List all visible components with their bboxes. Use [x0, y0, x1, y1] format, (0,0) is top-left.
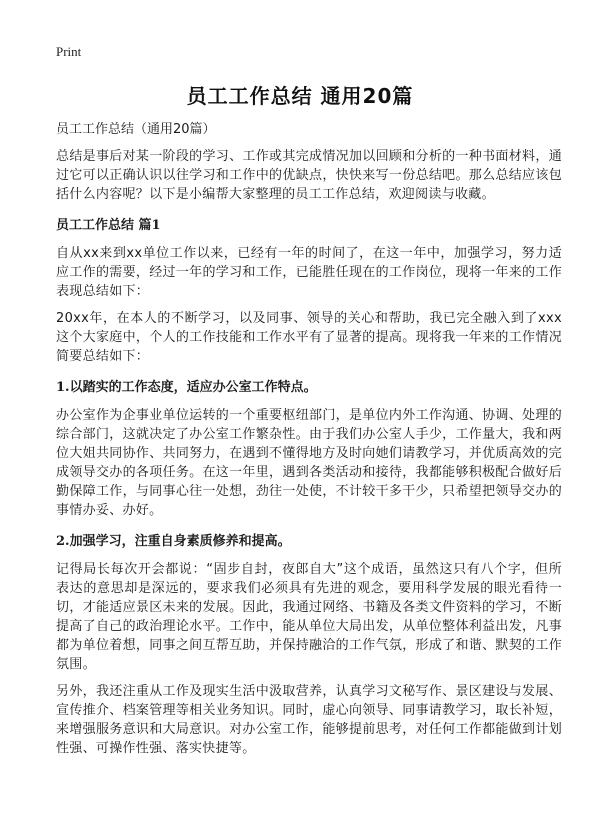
intro-paragraph: 总结是事后对某一阶段的学习、工作或其完成情况加以回顾和分析的一种书面材料，通过它可以正确认识以往学习和工作中的优缺点，快快来写一份总结吧。那么总结应该包括什么内容呢？以下是小编帮大家整理的员工工作总结，欢迎阅读与收藏。 — [56, 149, 562, 202]
paragraph-1: 自从xx来到xx单位工作以来，已经有一年的时间了，在这一年中，加强学习，努力适应工作的需要，经过一年的学习和工作，已能胜任现在的工作岗位，现将一年来的工作表现总结如下： — [56, 246, 562, 299]
paragraph-5: 另外，我还注重从工作及现实生活中汲取营养，认真学习文秘写作、景区建设与发展、宣传推介、档案管理等相关业务知识。同时，虚心向领导、同事请教学习，取长补短，来增强服务意识和大局意识。对办公室工作，能够提前思考，对任何工作都能做到计划性强、可操作性强、落实快捷等。 — [56, 684, 562, 756]
subheading-2: 2.加强学习，注重自身素质修养和提高。 — [56, 534, 291, 549]
document-subtitle: 员工工作总结（通用20篇） — [56, 122, 216, 137]
paragraph-3: 办公室作为企事业单位运转的一个重要枢纽部门，是单位内外工作沟通、协调、处理的综合部门，这就决定了办公室工作繁杂性。由于我们办公室人手少，工作量大，我和两位大姐共同协作、共同努力，在遇到不懂得地方及时向她们请教学习，并优质高效的完成领导交办的各项任务。在这一年里，遇到各类活动和接待，我都能够积极配合做好后勤保障工作，与同事心往一处想，劲往一处使，不计较干多干少，只希望把领导交办的事情办妥、办好。 — [56, 408, 562, 518]
paragraph-4: 记得局长每次开会都说：“固步自封，夜郎自大”这个成语，虽然这只有八个字，但所表达的意思却是深远的，要求我们必须具有先进的观念，要用科学发展的眼光看待一切，才能适应景区未来的发展。因此，我通过网络、书籍及各类文件资料的学习，不断提高了自己的政治理论水平。工作中，能从单位大局出发，从单位整体利益出发，凡事都为单位着想，同事之间互帮互助，并保持融洽的工作气氛，形成了和谐、默契的工作氛围。 — [56, 562, 562, 672]
paragraph-2: 20xx年，在本人的不断学习，以及同事、领导的关心和帮助，我已完全融入到了xxx这个大家庭中，个人的工作技能和工作水平有了显著的提高。现将我一年来的工作情况简要总结如下： — [56, 311, 562, 364]
subheading-1: 1.以踏实的工作态度，适应办公室工作特点。 — [56, 380, 317, 395]
section-title: 员工工作总结 篇1 — [56, 218, 161, 233]
document-body — [56, 121, 562, 766]
document-title: 员工工作总结 通用20篇 — [186, 84, 414, 108]
print-label: Print — [56, 44, 82, 59]
